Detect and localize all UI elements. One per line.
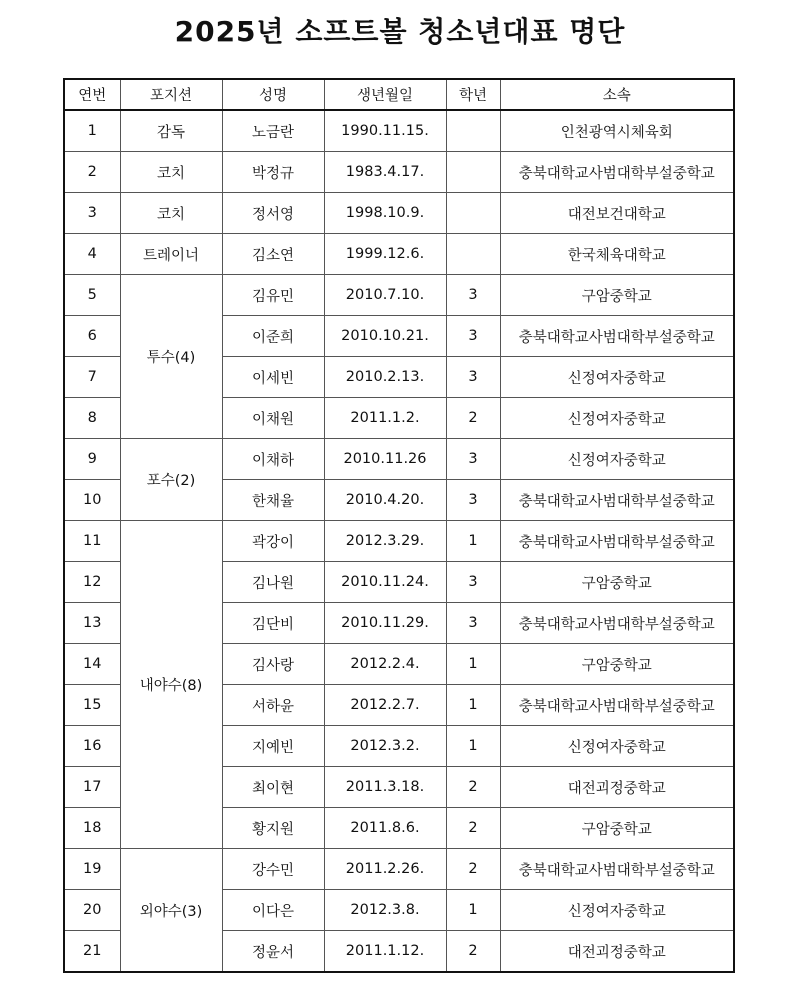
cell-affiliation: 충북대학교사범대학부설중학교: [500, 316, 734, 357]
cell-birth: 1983.4.17.: [324, 152, 446, 193]
cell-grade: 3: [446, 275, 500, 316]
cell-no: 9: [64, 439, 120, 480]
table-row: [64, 439, 734, 480]
cell-no: 3: [64, 193, 120, 234]
header-row: [64, 79, 734, 110]
cell-birth: 2012.3.8.: [324, 890, 446, 931]
cell-birth: 2012.2.4.: [324, 644, 446, 685]
cell-name: 김소연: [222, 234, 324, 275]
cell-birth: 2010.11.24.: [324, 562, 446, 603]
cell-grade: 1: [446, 644, 500, 685]
roster-table: [63, 78, 735, 973]
cell-grade: 3: [446, 316, 500, 357]
cell-grade: 2: [446, 767, 500, 808]
cell-name: 이다은: [222, 890, 324, 931]
cell-grade: 3: [446, 603, 500, 644]
cell-affiliation: 구암중학교: [500, 808, 734, 849]
cell-name: 강수민: [222, 849, 324, 890]
cell-affiliation: 구암중학교: [500, 562, 734, 603]
cell-position-group: 포수(2): [120, 439, 222, 521]
cell-grade: 3: [446, 562, 500, 603]
cell-birth: 2012.2.7.: [324, 685, 446, 726]
cell-name: 이준희: [222, 316, 324, 357]
cell-affiliation: 구암중학교: [500, 275, 734, 316]
cell-grade: 1: [446, 685, 500, 726]
cell-grade: 1: [446, 521, 500, 562]
cell-name: 김사랑: [222, 644, 324, 685]
cell-birth: 2011.2.26.: [324, 849, 446, 890]
cell-no: 12: [64, 562, 120, 603]
cell-grade: 1: [446, 726, 500, 767]
cell-birth: 2010.11.26: [324, 439, 446, 480]
cell-birth: 1998.10.9.: [324, 193, 446, 234]
cell-name: 이세빈: [222, 357, 324, 398]
cell-position: 코치: [120, 152, 222, 193]
cell-birth: 2012.3.29.: [324, 521, 446, 562]
cell-name: 김유민: [222, 275, 324, 316]
page-title: 2025년 소프트볼 청소년대표 명단: [174, 15, 626, 48]
cell-birth: 2011.8.6.: [324, 808, 446, 849]
cell-no: 4: [64, 234, 120, 275]
cell-grade: 3: [446, 439, 500, 480]
cell-affiliation: 충북대학교사범대학부설중학교: [500, 480, 734, 521]
cell-affiliation: 신정여자중학교: [500, 439, 734, 480]
cell-birth: 2011.1.2.: [324, 398, 446, 439]
cell-no: 2: [64, 152, 120, 193]
cell-no: 7: [64, 357, 120, 398]
cell-affiliation: 신정여자중학교: [500, 726, 734, 767]
cell-no: 21: [64, 931, 120, 973]
cell-affiliation: 대전괴정중학교: [500, 767, 734, 808]
table-row: [64, 193, 734, 234]
cell-name: 박정규: [222, 152, 324, 193]
cell-name: 정서영: [222, 193, 324, 234]
cell-affiliation: 구암중학교: [500, 644, 734, 685]
cell-name: 한채율: [222, 480, 324, 521]
cell-no: 8: [64, 398, 120, 439]
table-row: [64, 849, 734, 890]
cell-birth: 2011.1.12.: [324, 931, 446, 973]
cell-affiliation: 대전보건대학교: [500, 193, 734, 234]
header-birth: 생년월일: [324, 79, 446, 110]
cell-no: 1: [64, 110, 120, 152]
cell-position-group: 투수(4): [120, 275, 222, 439]
cell-affiliation: 충북대학교사범대학부설중학교: [500, 152, 734, 193]
cell-position: 트레이너: [120, 234, 222, 275]
cell-name: 김나원: [222, 562, 324, 603]
header-position: 포지션: [120, 79, 222, 110]
cell-no: 10: [64, 480, 120, 521]
cell-affiliation: 신정여자중학교: [500, 357, 734, 398]
cell-no: 19: [64, 849, 120, 890]
cell-grade: 2: [446, 849, 500, 890]
cell-affiliation: 한국체육대학교: [500, 234, 734, 275]
cell-name: 서하윤: [222, 685, 324, 726]
header-grade: 학년: [446, 79, 500, 110]
cell-affiliation: 충북대학교사범대학부설중학교: [500, 521, 734, 562]
cell-position-group: 외야수(3): [120, 849, 222, 973]
cell-no: 18: [64, 808, 120, 849]
cell-birth: 2010.11.29.: [324, 603, 446, 644]
cell-position: 코치: [120, 193, 222, 234]
header-name: 성명: [222, 79, 324, 110]
cell-grade: [446, 193, 500, 234]
cell-name: 정윤서: [222, 931, 324, 973]
cell-birth: 2010.2.13.: [324, 357, 446, 398]
cell-no: 11: [64, 521, 120, 562]
cell-no: 15: [64, 685, 120, 726]
table-row: [64, 234, 734, 275]
table-row: [64, 110, 734, 152]
cell-name: 지예빈: [222, 726, 324, 767]
cell-grade: 1: [446, 890, 500, 931]
cell-birth: 2010.4.20.: [324, 480, 446, 521]
cell-no: 17: [64, 767, 120, 808]
cell-grade: [446, 152, 500, 193]
cell-no: 14: [64, 644, 120, 685]
table-row: [64, 275, 734, 316]
header-no: 연번: [64, 79, 120, 110]
cell-grade: 3: [446, 357, 500, 398]
cell-affiliation: 대전괴정중학교: [500, 931, 734, 973]
cell-birth: 1990.11.15.: [324, 110, 446, 152]
cell-position-group: 내야수(8): [120, 521, 222, 849]
cell-no: 13: [64, 603, 120, 644]
cell-name: 노금란: [222, 110, 324, 152]
cell-grade: 2: [446, 398, 500, 439]
cell-affiliation: 충북대학교사범대학부설중학교: [500, 603, 734, 644]
cell-affiliation: 인천광역시체육회: [500, 110, 734, 152]
cell-affiliation: 신정여자중학교: [500, 398, 734, 439]
cell-name: 곽강이: [222, 521, 324, 562]
cell-birth: 1999.12.6.: [324, 234, 446, 275]
cell-grade: 2: [446, 931, 500, 973]
cell-name: 황지원: [222, 808, 324, 849]
cell-grade: 3: [446, 480, 500, 521]
cell-birth: 2011.3.18.: [324, 767, 446, 808]
cell-no: 5: [64, 275, 120, 316]
cell-position: 감독: [120, 110, 222, 152]
cell-no: 16: [64, 726, 120, 767]
cell-affiliation: 충북대학교사범대학부설중학교: [500, 685, 734, 726]
cell-birth: 2010.10.21.: [324, 316, 446, 357]
cell-name: 김단비: [222, 603, 324, 644]
header-affiliation: 소속: [500, 79, 734, 110]
cell-birth: 2010.7.10.: [324, 275, 446, 316]
cell-grade: [446, 110, 500, 152]
cell-affiliation: 신정여자중학교: [500, 890, 734, 931]
table-row: [64, 152, 734, 193]
cell-name: 이채원: [222, 398, 324, 439]
cell-name: 이채하: [222, 439, 324, 480]
cell-grade: 2: [446, 808, 500, 849]
cell-no: 6: [64, 316, 120, 357]
table-row: [64, 521, 734, 562]
cell-birth: 2012.3.2.: [324, 726, 446, 767]
cell-grade: [446, 234, 500, 275]
cell-affiliation: 충북대학교사범대학부설중학교: [500, 849, 734, 890]
cell-name: 최이현: [222, 767, 324, 808]
cell-no: 20: [64, 890, 120, 931]
